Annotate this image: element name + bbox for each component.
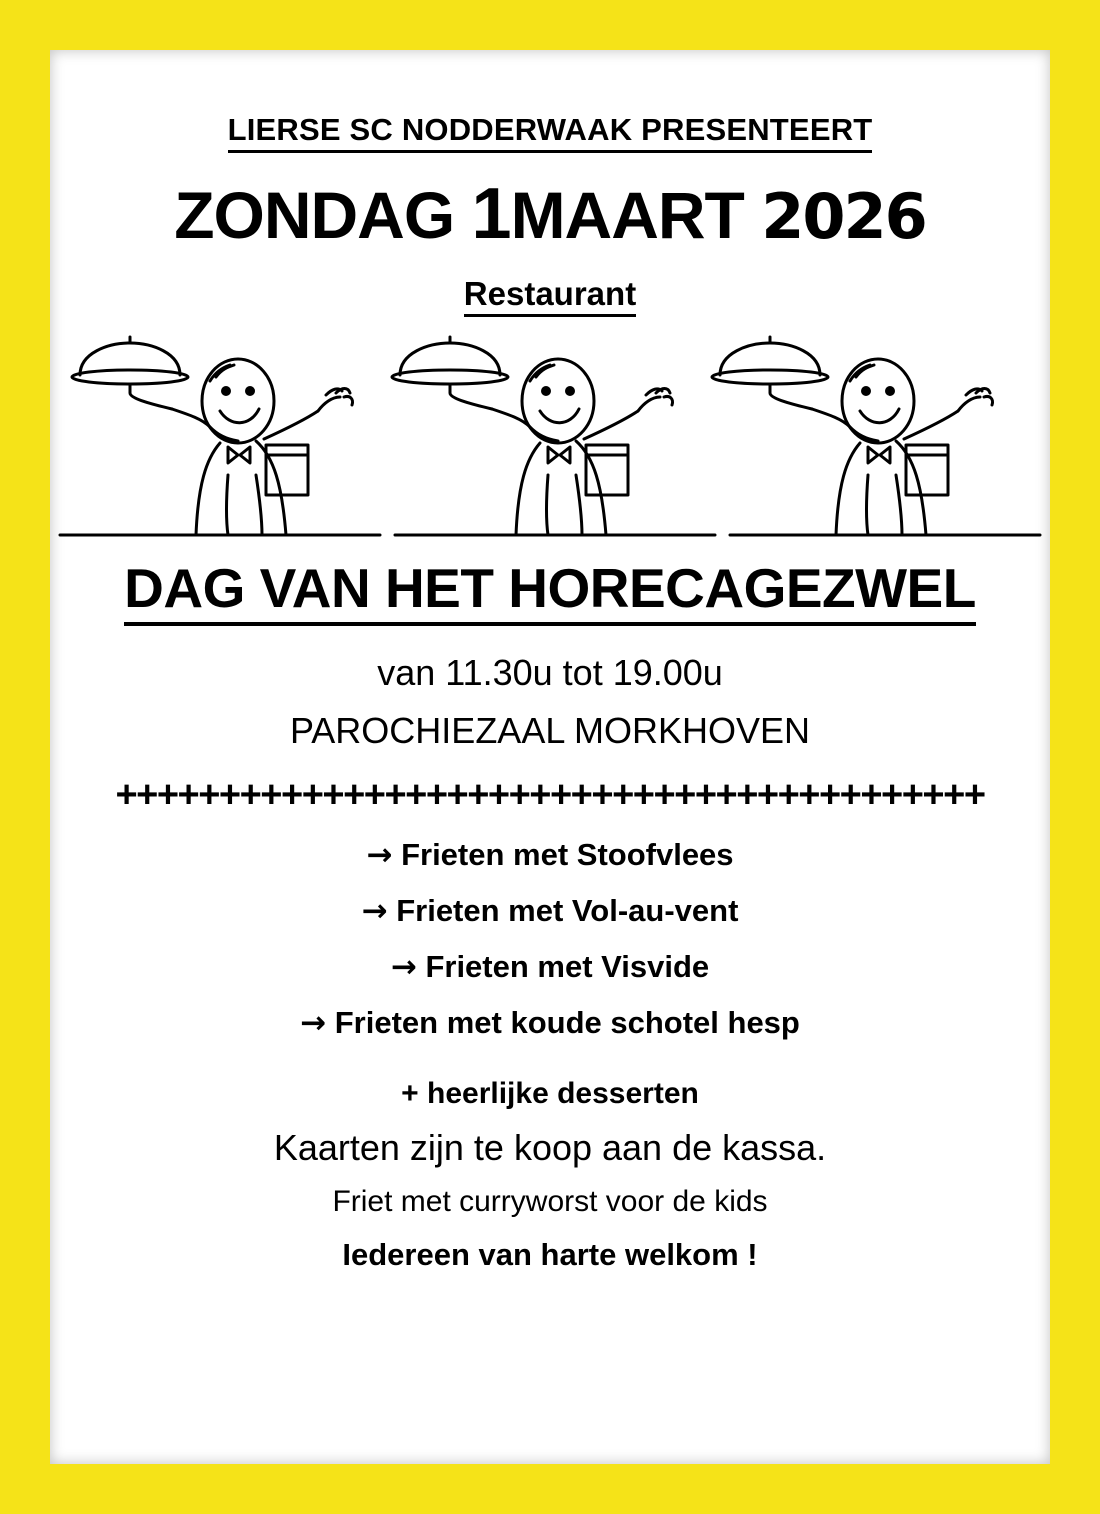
arrow-icon: → bbox=[390, 948, 417, 985]
main-title-line bbox=[50, 550, 1050, 626]
welcome-note: Iedereen van harte welkom ! bbox=[342, 1236, 758, 1272]
arrow-icon: → bbox=[300, 1004, 327, 1041]
kids-note: Friet met curryworst voor de kids bbox=[332, 1184, 768, 1218]
menu-item bbox=[50, 949, 1050, 985]
event-hours: van 11.30u tot 19.00u bbox=[377, 651, 723, 693]
menu-item-label: Frieten met Vol-au-vent bbox=[396, 892, 739, 928]
menu-item bbox=[50, 893, 1050, 929]
date-month: MAART bbox=[510, 178, 744, 252]
poster-sheet bbox=[50, 50, 1050, 1464]
desserts-note: + heerlijke desserten bbox=[401, 1076, 699, 1110]
header-line bbox=[50, 50, 1050, 153]
arrow-icon: → bbox=[361, 892, 388, 929]
event-date bbox=[50, 174, 1050, 254]
menu-item-label: Frieten met Stoofvlees bbox=[401, 836, 734, 872]
menu-item-label: Frieten met koude schotel hesp bbox=[334, 1004, 800, 1040]
tickets-note: Kaarten zijn te koop aan de kassa. bbox=[273, 1126, 827, 1168]
waiter-with-tray-icon bbox=[50, 335, 1050, 550]
date-year: 2026 bbox=[761, 180, 926, 253]
restaurant-line bbox=[50, 253, 1050, 317]
presenter-heading: LIERSE SC NODDERWAAK PRESENTEERT bbox=[228, 112, 873, 153]
arrow-icon: → bbox=[366, 836, 393, 873]
event-venue: PAROCHIEZAAL MORKHOVEN bbox=[289, 709, 811, 751]
date-prefix: ZONDAG bbox=[174, 178, 455, 252]
menu-item-label: Frieten met Visvide bbox=[425, 948, 710, 984]
page-title: DAG VAN HET HORECAGEZWEL bbox=[124, 556, 976, 626]
divider: ++++++++++++++++++++++++++++++++++++++++++ bbox=[115, 773, 985, 816]
restaurant-label: Restaurant bbox=[464, 275, 636, 317]
menu-item bbox=[50, 1005, 1050, 1041]
poster-content bbox=[50, 50, 1050, 1273]
menu-item bbox=[50, 837, 1050, 873]
date-day: 1 bbox=[471, 174, 511, 254]
